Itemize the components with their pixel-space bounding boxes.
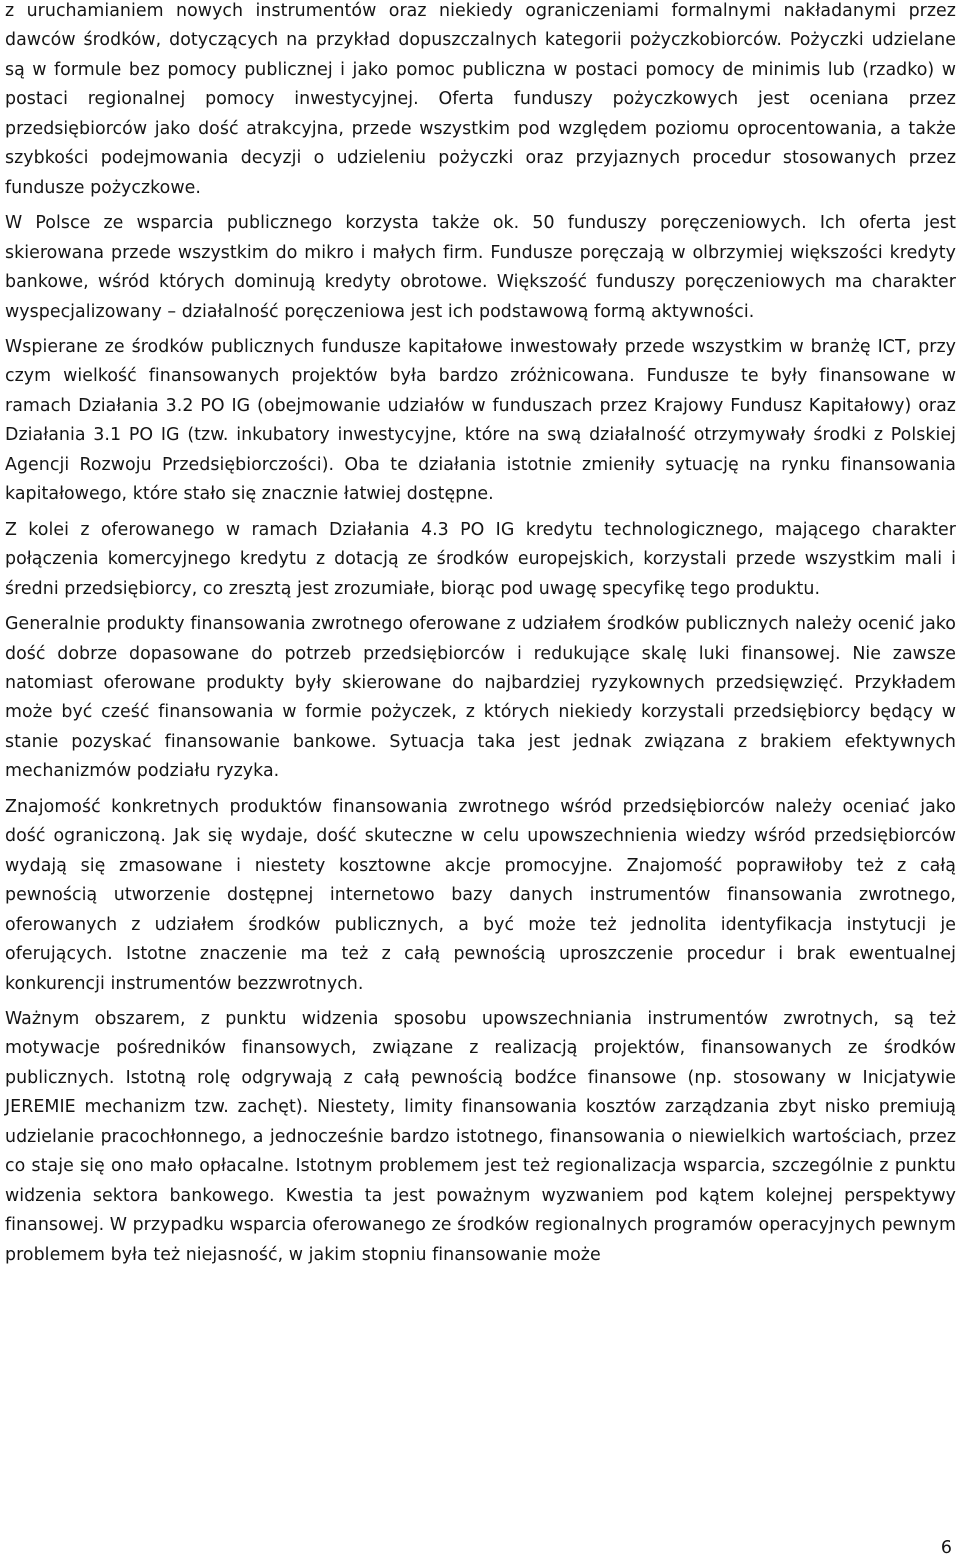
paragraph-kredyt-technologiczny: Z kolei z oferowanego w ramach Działania 4.3 PO IG kredytu technologicznego, mającego charakter połączenia komercyjnego kredytu z dotacją ze środków europejskich, korzystali przede wszystkim mali i średni przedsiębiorcy, co zresztą jest zrozumiałe, biorąc pod uwagę specyfikę tego produktu. bbox=[5, 519, 956, 599]
paragraph-fundusze-kapitalowe: Wspierane ze środków publicznych fundusze kapitałowe inwestowały przede wszystkim w branżę ICT, przy czym wielkość finansowanych projektów była bardzo zróżnicowana. Fundusze te były finansowane w ramach Działania 3.2 PO IG (obejmowanie udziałów w funduszach przez Krajowy Fundusz Kapitałowy) oraz Działania 3.1 PO IG (tzw. inkubatory inwestycyjne, które na swą działalność otrzymywały środki z Polskiej Agencji Rozwoju Przedsiębiorczości). Oba te działania istotnie zmieniły sytuację na rynku finansowania kapitałowego, które stało się znacznie łatwiej dostępne. bbox=[5, 336, 956, 505]
paragraph-poreczenia: W Polsce ze wsparcia publicznego korzysta także ok. 50 funduszy poręczeniowych. Ich oferta jest skierowana przede wszystkim do mikro i małych firm. Fundusze poręczają w olbrzymiej większości kredyty bankowe, wśród których dominują kredyty obrotowe. Większość funduszy poręczeniowych ma charakter wyspecjalizowany – działalność poręczeniowa jest ich podstawową formą aktywności. bbox=[5, 213, 956, 322]
paragraph-ocena-produktow: Generalnie produkty finansowania zwrotnego oferowane z udziałem środków publicznych należy ocenić jako dość dobrze dopasowane do potrzeb przedsiębiorców i redukujące skalę luki finansowej. Nie zawsze natomiast oferowane produkty były skierowane do najbardziej ryzykownych przedsięwzięć. Przykładem może być cześć finansowania w formie pożyczek, z których niekiedy korzystali przedsiębiorcy będący w stanie pozyskać finansowanie bankowe. Sytuacja taka jest jednak związana z brakiem efektywnych mechanizmów podziału ryzyka. bbox=[5, 614, 956, 782]
paragraph-znajomosc-produktow: Znajomość konkretnych produktów finansowania zwrotnego wśród przedsiębiorców należy oceniać jako dość ograniczoną. Jak się wydaje, dość skuteczne w celu upowszechnienia wiedzy wśród przedsiębiorców wydają się zmasowane i niestety kosztowne akcje promocyjne. Znajomość poprawiłoby też z całą pewnością utworzenie dostępnej internetowo bazy danych instrumentów finansowania zwrotnego, oferowanych z udziałem środków publicznych, a być może też jednolita identyfikacja instytucji je oferujących. Istotne znaczenie ma też z całą pewnością uproszczenie procedur i brak ewentualnej konkurencji instrumentów bezzwrotnych. bbox=[5, 796, 956, 994]
paragraph-posrednicy-finansowi: Ważnym obszarem, z punktu widzenia sposobu upowszechniania instrumentów zwrotnych, są też motywacje pośredników finansowych, związane z realizacją projektów, finansowanych ze środków publicznych. Istotną rolę odgrywają z całą pewnością bodźce finansowe (np. stosowany w Inicjatywie JEREMIE mechanizm tzw. zachęt). Niestety, limity finansowania kosztów zarządzania zbyt nisko premiują udzielanie pracochłonnego, a jednocześnie bardzo istotnego, finansowania o niewielkich wartościach, przez co staje się ono mało opłacalne. Istotnym problemem jest też regionalizacja wsparcia, szczególnie z punktu widzenia sektora bankowego. Kwestia ta jest poważnym wyzwaniem pod kątem kolejnej perspektywy finansowej. W przypadku wsparcia oferowanego ze środków regionalnych programów operacyjnych pewnym problemem była też niejasność, w jakim stopniu finansowanie może bbox=[5, 1008, 956, 1265]
page-number: 6 bbox=[940, 1538, 952, 1558]
document-page bbox=[5, 0, 956, 1276]
paragraph-pozyczki: z uruchamianiem nowych instrumentów oraz niekiedy ograniczeniami formalnymi nakładanymi przez dawców środków, dotyczących na przykład dopuszczalnych kategorii pożyczkobiorców. Pożyczki udzielane są w formule bez pomocy publicznej i jako pomoc publiczna w postaci pomocy de minimis lub (rzadko) w postaci regionalnej pomocy inwestycyjnej. Oferta funduszy pożyczkowych jest oceniana przez przedsiębiorców jako dość atrakcyjna, przede wszystkim pod względem poziomu oprocentowania, a także szybkości podejmowania decyzji o udzieleniu pożyczki oraz przyjaznych procedur stosowanych przez fundusze pożyczkowe. bbox=[5, 1, 956, 198]
